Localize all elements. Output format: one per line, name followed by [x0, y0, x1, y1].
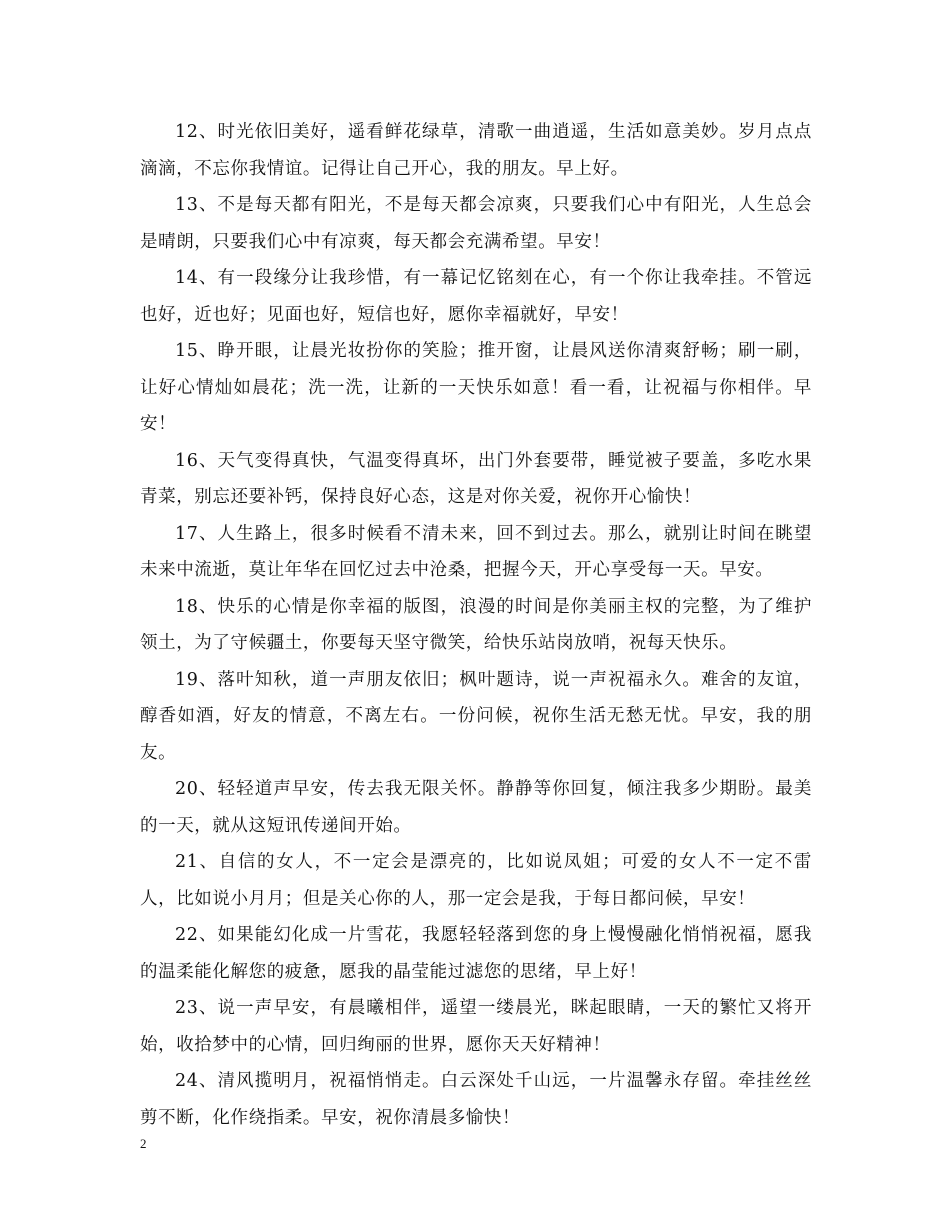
page-number: 2	[140, 1136, 147, 1151]
paragraph-14: 14、有一段缘分让我珍惜，有一幕记忆铭刻在心，有一个你让我牵挂。不管远也好，近也好；见面也好，短信也好，愿你幸福就好，早安！	[140, 268, 812, 325]
paragraph-21: 21、自信的女人，不一定会是漂亮的，比如说凤姐；可爱的女人不一定不雷人，比如说小月月；但是关心你的人，那一定会是我，于每日都问候，早安！	[140, 852, 812, 909]
paragraph-16: 16、天气变得真快，气温变得真坏，出门外套要带，睡觉被子要盖，多吃水果青菜，别忘还要补钙，保持良好心态，这是对你关爱，祝你开心愉快！	[140, 450, 812, 507]
document-body	[140, 114, 812, 1136]
paragraph-17: 17、人生路上，很多时候看不清未来，回不到过去。那么，就别让时间在眺望未来中流逝，莫让年华在回忆过去中沧桑，把握今天，开心享受每一天。早安。	[140, 523, 812, 580]
paragraph-12: 12、时光依旧美好，遥看鲜花绿草，清歌一曲逍遥，生活如意美妙。岁月点点滴滴，不忘你我情谊。记得让自己开心，我的朋友。早上好。	[140, 122, 812, 179]
paragraph-19: 19、落叶知秋，道一声朋友依旧；枫叶题诗，说一声祝福永久。难舍的友谊，醇香如酒，好友的情意，不离左右。一份问候，祝你生活无愁无忧。早安，我的朋友。	[140, 669, 812, 763]
paragraph-18: 18、快乐的心情是你幸福的版图，浪漫的时间是你美丽主权的完整，为了维护领土，为了守候疆土，你要每天坚守微笑，给快乐站岗放哨，祝每天快乐。	[140, 596, 812, 653]
paragraph-23: 23、说一声早安，有晨曦相伴，遥望一缕晨光，眯起眼睛，一天的繁忙又将开始，收拾梦中的心情，回归绚丽的世界，愿你天天好精神！	[140, 998, 812, 1055]
paragraph-24: 24、清风揽明月，祝福悄悄走。白云深处千山远，一片温馨永存留。牵挂丝丝剪不断，化作绕指柔。早安，祝你清晨多愉快！	[140, 1071, 812, 1128]
paragraph-15: 15、睁开眼，让晨光妆扮你的笑脸；推开窗，让晨风送你清爽舒畅；刷一刷，让好心情灿如晨花；洗一洗，让新的一天快乐如意！看一看，让祝福与你相伴。早安！	[140, 341, 812, 434]
paragraph-20: 20、轻轻道声早安，传去我无限关怀。静静等你回复，倾注我多少期盼。最美的一天，就从这短讯传递间开始。	[140, 779, 812, 836]
paragraph-13: 13、不是每天都有阳光，不是每天都会凉爽，只要我们心中有阳光，人生总会是晴朗，只要我们心中有凉爽，每天都会充满希望。早安！	[140, 195, 812, 252]
paragraph-22: 22、如果能幻化成一片雪花，我愿轻轻落到您的身上慢慢融化悄悄祝福，愿我的温柔能化解您的疲惫，愿我的晶莹能过滤您的思绪，早上好！	[140, 925, 812, 982]
